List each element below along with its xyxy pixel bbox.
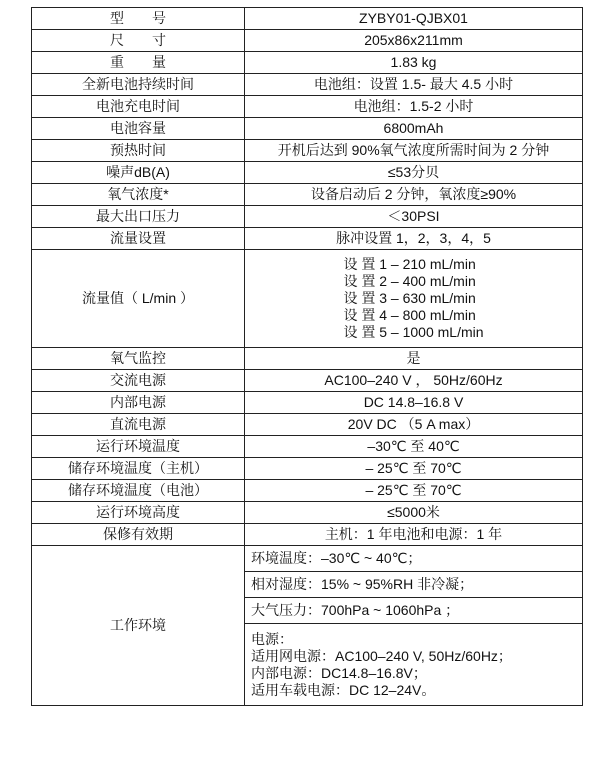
row-label: 交流电源 — [32, 370, 245, 392]
row-value: – 25℃ 至 70℃ — [245, 480, 583, 502]
table-row — [32, 524, 583, 546]
table-row — [32, 30, 583, 52]
table-row — [32, 206, 583, 228]
power-list — [251, 629, 512, 701]
row-label: 氧气浓度* — [32, 184, 245, 206]
table-row — [32, 392, 583, 414]
row-value: – 25℃ 至 70℃ — [245, 458, 583, 480]
flow-values — [245, 250, 583, 348]
flow-value-line: 设 置 2 – 400 mL/min — [343, 273, 476, 289]
work-env-row — [32, 546, 583, 572]
row-value: 20V DC （5 A max） — [245, 414, 583, 436]
row-value: 是 — [245, 348, 583, 370]
row-label: 直流电源 — [32, 414, 245, 436]
flow-values-row — [32, 250, 583, 348]
row-label: 尺 寸 — [32, 30, 245, 52]
table-row — [32, 118, 583, 140]
flow-values-list — [343, 254, 483, 343]
row-value: 205x86x211mm — [245, 30, 583, 52]
row-label: 运行环境高度 — [32, 502, 245, 524]
row-label: 型 号 — [32, 8, 245, 30]
row-value: 电池组：1.5-2 小时 — [245, 96, 583, 118]
table-row — [32, 228, 583, 250]
row-label: 预热时间 — [32, 140, 245, 162]
table-row — [32, 140, 583, 162]
row-label: 运行环境温度 — [32, 436, 245, 458]
work-env-power — [245, 624, 583, 706]
flow-value-line: 设 置 3 – 630 mL/min — [343, 290, 476, 306]
flow-value-line: 设 置 4 – 800 mL/min — [343, 307, 476, 323]
work-env-humidity: 相对湿度：15% ~ 95%RH 非冷凝； — [245, 572, 583, 598]
table-row — [32, 348, 583, 370]
row-value: ≤5000米 — [245, 502, 583, 524]
table-row — [32, 502, 583, 524]
row-value: 主机：1 年电池和电源：1 年 — [245, 524, 583, 546]
work-env-pressure: 大气压力：700hPa ~ 1060hPa ； — [245, 598, 583, 624]
row-value: 设备启动后 2 分钟，氧浓度≥90% — [245, 184, 583, 206]
power-line: 适用网电源：AC100–240 V, 50Hz/60Hz； — [251, 647, 512, 664]
row-value: –30℃ 至 40℃ — [245, 436, 583, 458]
row-label: 储存环境温度（电池） — [32, 480, 245, 502]
row-label: 工作环境 — [32, 546, 245, 706]
row-value: 6800mAh — [245, 118, 583, 140]
row-value: 脉冲设置 1，2，3，4，5 — [245, 228, 583, 250]
table-row — [32, 370, 583, 392]
power-line: 内部电源：DC14.8–16.8V； — [251, 664, 427, 681]
table-row — [32, 96, 583, 118]
row-label: 噪声dB(A) — [32, 162, 245, 184]
table-row — [32, 162, 583, 184]
table-row — [32, 52, 583, 74]
table-row — [32, 414, 583, 436]
work-env-temperature: 环境温度：–30℃ ~ 40℃； — [245, 546, 583, 572]
row-label: 流量值（ L/min ） — [32, 250, 245, 348]
row-value: AC100–240 V ， 50Hz/60Hz — [245, 370, 583, 392]
flow-value-line: 设 置 5 – 1000 mL/min — [343, 324, 484, 340]
table-row — [32, 480, 583, 502]
table-row — [32, 436, 583, 458]
flow-value-line: 设 置 1 – 210 mL/min — [343, 256, 476, 272]
row-label: 氧气监控 — [32, 348, 245, 370]
row-label: 储存环境温度（主机） — [32, 458, 245, 480]
row-label: 全新电池持续时间 — [32, 74, 245, 96]
table-row — [32, 184, 583, 206]
table-row — [32, 8, 583, 30]
power-line: 电源： — [251, 630, 293, 647]
row-label: 最大出口压力 — [32, 206, 245, 228]
power-line: 适用车载电源：DC 12–24V。 — [251, 681, 436, 698]
spec-table — [31, 7, 583, 706]
row-value: 1.83 kg — [245, 52, 583, 74]
row-label: 电池容量 — [32, 118, 245, 140]
row-value: 开机后达到 90%氧气浓度所需时间为 2 分钟 — [245, 140, 583, 162]
row-label: 内部电源 — [32, 392, 245, 414]
table-row — [32, 74, 583, 96]
row-value: ＜30PSI — [245, 206, 583, 228]
row-value: DC 14.8–16.8 V — [245, 392, 583, 414]
row-value: 电池组：设置 1.5- 最大 4.5 小时 — [245, 74, 583, 96]
row-label: 保修有效期 — [32, 524, 245, 546]
row-label: 电池充电时间 — [32, 96, 245, 118]
row-label: 流量设置 — [32, 228, 245, 250]
row-value: ZYBY01-QJBX01 — [245, 8, 583, 30]
table-row — [32, 458, 583, 480]
row-label: 重 量 — [32, 52, 245, 74]
row-value: ≤53分贝 — [245, 162, 583, 184]
